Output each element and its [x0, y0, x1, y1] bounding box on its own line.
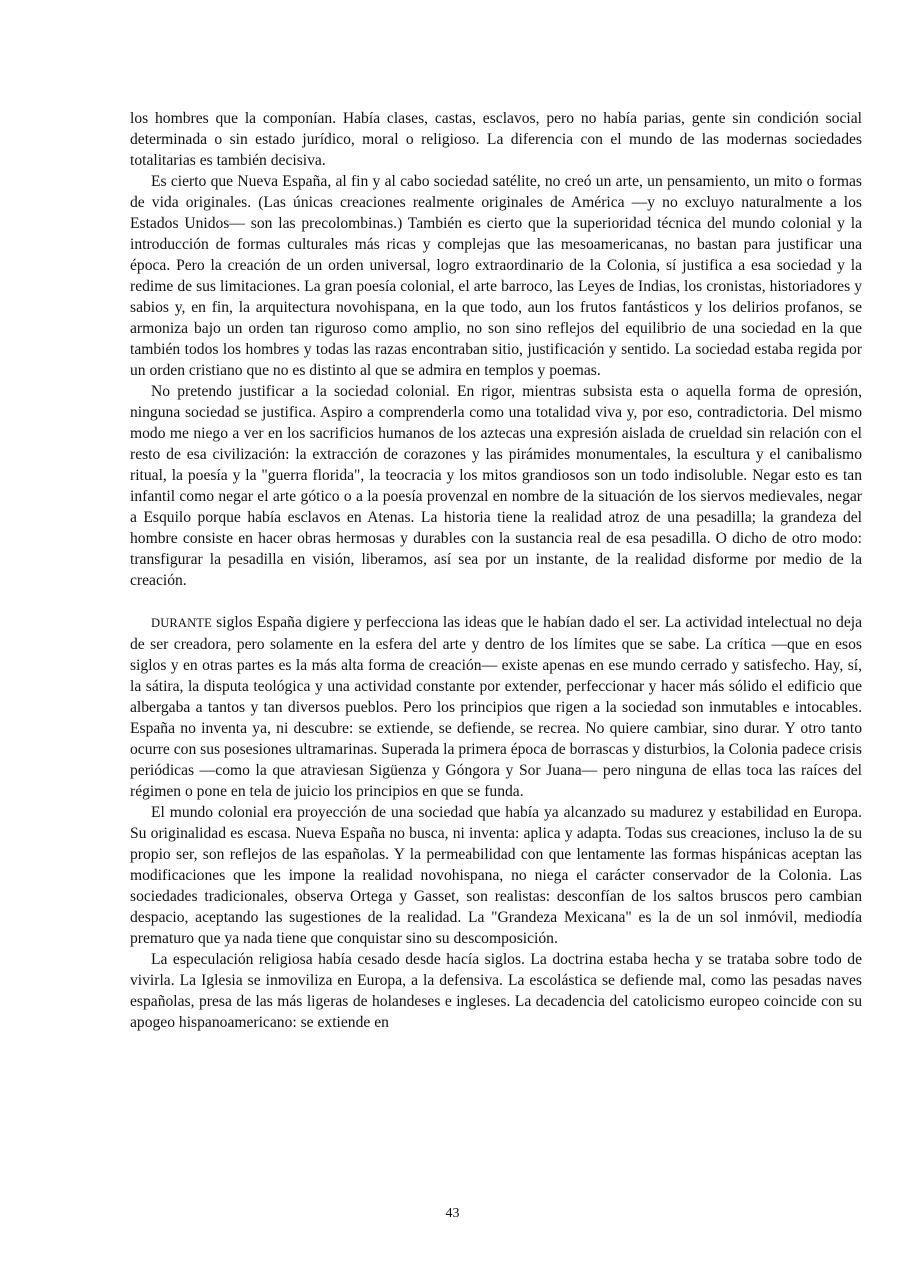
- body-text: [130, 108, 862, 1033]
- paragraph: No pretendo justificar a la sociedad colonial. En rigor, mientras subsista esta o aquella forma de opresión, ninguna sociedad se justifica. Aspiro a comprenderla como una totalidad viva y, por eso, contradictoria. Del mismo modo me niego a ver en los sacrificios humanos de los aztecas una expresión aislada de crueldad sin relación con el resto de esa civilización: la extracción de corazones y las pirámides monumentales, la escultura y el canibalismo ritual, la poesía y la "guerra florida", la teocracia y los mitos grandiosos son un todo indisoluble. Negar esto es tan infantil como negar el arte gótico o a la poesía provenzal en nombre de la situación de los siervos medievales, negar a Esquilo porque había esclavos en Atenas. La historia tiene la realidad atroz de una pesadilla; la grandeza del hombre consiste en hacer obras hermosas y durables con la sustancia real de esa pesadilla. O dicho de otro modo: transfigurar la pesadilla en visión, liberamos, así sea por un instante, de la realidad disforme por medio de la creación.: [130, 383, 862, 589]
- section-lead-word: DURANTE: [151, 616, 212, 630]
- paragraph-continuation: los hombres que la componían. Había clases, castas, esclavos, pero no había parias, gente sin condición social determinada o sin estado jurídico, moral o religioso. La diferencia con el mundo de las modernas sociedades totalitarias es también decisiva.: [130, 110, 862, 169]
- paragraph: La especulación religiosa había cesado desde hacía siglos. La doctrina estaba hecha y se trataba sobre todo de vivirla. La Iglesia se inmoviliza en Europa, a la defensiva. La escolástica se defiende mal, como las pesadas naves españolas, presa de las más ligeras de holandeses e ingleses. La decadencia del catolicismo europeo coincide con su apogeo hispanoamericano: se extiende en: [130, 951, 862, 1031]
- section-opening-paragraph: [130, 612, 862, 802]
- paragraph: El mundo colonial era proyección de una sociedad que había ya alcanzado su madurez y estabilidad en Europa. Su originalidad es escasa. Nueva España no busca, ni inventa: aplica y adapta. Todas sus creaciones, incluso la de su propio ser, son reflejos de las españolas. Y la permeabilidad con que lentamente las formas hispánicas aceptan las modificaciones que les impone la realidad novohispana, no niega el carácter conservador de la Colonia. Las sociedades tradicionales, observa Ortega y Gasset, son realistas: desconfían de los saltos bruscos pero cambian despacio, aceptando las sugestiones de la realidad. La "Grandeza Mexicana" es la de un sol inmóvil, mediodía prematuro que ya nada tiene que conquistar sino su descomposición.: [130, 804, 862, 947]
- section-opening-text: siglos España digiere y perfecciona las ideas que le habían dado el ser. La actividad intelectual no deja de ser creadora, pero solamente en la esfera del arte y dentro de los límites que se sabe. La crítica —que en esos siglos y en otras partes es la más alta forma de creación— existe apenas en ese mundo cerrado y satisfecho. Hay, sí, la sátira, la disputa teológica y una actividad constante por extender, perfeccionar y hacer más sólido el edificio que albergaba a tantos y tan diversos pueblos. Pero los principios que rigen a la sociedad son inmutables e intocables. España no inventa ya, ni descubre: se extiende, se defiende, se recrea. No quiere cambiar, sino durar. Y otro tanto ocurre con sus posesiones ultramarinas. Superada la primera época de borrascas y disturbios, la Colonia padece crisis periódicas —como la que atraviesan Sigüenza y Góngora y Sor Juana— pero ninguna de ellas toca las raíces del régimen o pone en tela de juicio los principios en que se funda.: [130, 614, 862, 800]
- page-number: 43: [445, 1206, 460, 1221]
- paragraph: Es cierto que Nueva España, al fin y al cabo sociedad satélite, no creó un arte, un pensamiento, un mito o formas de vida originales. (Las únicas creaciones realmente originales de América —y no excluyo naturalmente a los Estados Unidos— son las precolombinas.) También es cierto que la superioridad técnica del mundo colonial y la introducción de formas culturales más ricas y complejas que las mesoamericanas, no bastan para justificar una época. Pero la creación de un orden universal, logro extraordinario de la Colonia, sí justifica a esa sociedad y la redime de sus limitaciones. La gran poesía colonial, el arte barroco, las Leyes de Indias, los cronistas, historiadores y sabios y, en fin, la arquitectura novohispana, en la que todo, aun los frutos fantásticos y los delirios profanos, se armoniza bajo un orden tan riguroso como amplio, no son sino reflejos del equilibrio de una sociedad en la que también todos los hombres y todas las razas encontraban sitio, justificación y sentido. La sociedad estaba regida por un orden cristiano que no es distinto al que se admira en templos y poemas.: [130, 173, 862, 379]
